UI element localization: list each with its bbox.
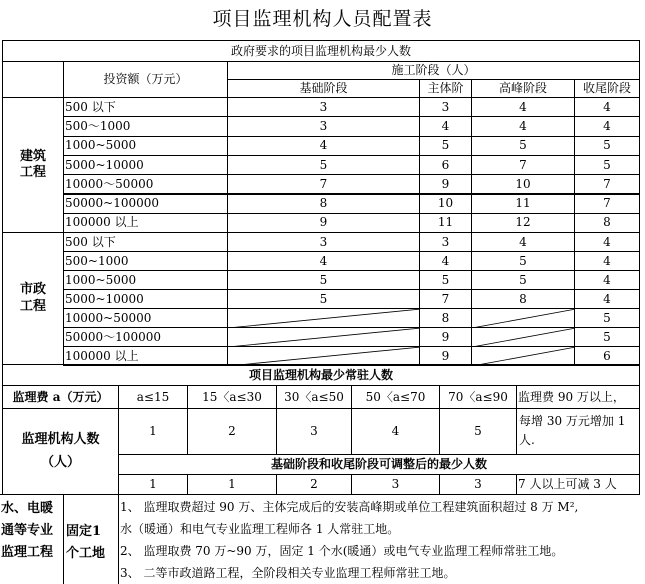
adjusted-note: 7 人以上可减 3 人	[516, 474, 640, 495]
specialty-engineer-label	[0, 494, 64, 584]
building-value-foundation: 7	[227, 174, 420, 194]
building-value-final: 7	[574, 174, 640, 194]
staff-count-1: 1	[118, 408, 188, 455]
building-value-foundation: 5	[227, 155, 420, 175]
municipal-value-main: 7	[419, 289, 472, 309]
staff-label	[2, 408, 119, 495]
municipal-value-main: 9	[419, 327, 472, 347]
fee-range-4: 50〈a≤70	[351, 385, 440, 409]
building-value-foundation: 4	[227, 136, 420, 156]
municipal-value-final: 4	[574, 232, 640, 252]
municipal-value-foundation	[227, 346, 420, 366]
note-1: 1、 监理取费超过 90 万、主体完成后的安装高峰期或单位工程建筑面积超过 8 万 M²,	[120, 500, 579, 514]
diagonal-strike	[228, 309, 420, 328]
staff-count-2: 2	[187, 408, 277, 455]
building-value-final: 8	[574, 213, 640, 233]
building-value-peak: 11	[471, 194, 575, 214]
building-value-final: 5	[574, 155, 640, 175]
staff-note: 每增 30 万元增加 1 人.	[516, 408, 640, 455]
building-category-label	[2, 97, 64, 233]
building-value-main: 10	[419, 194, 472, 214]
stage-header-peak: 高峰阶段	[471, 79, 575, 98]
staff-count-5: 5	[439, 408, 517, 455]
diagonal-strike	[472, 309, 575, 328]
municipal-value-final: 5	[574, 327, 640, 347]
building-range-cell: 100000 以上	[63, 213, 228, 233]
municipal-value-final: 4	[574, 270, 640, 290]
municipal-value-final: 6	[574, 346, 640, 366]
stage-header-foundation: 基础阶段	[227, 79, 420, 98]
note-1-cont: 水（暖通）和电气专业监理工程师各 1 人常驻工地。	[120, 522, 400, 536]
fee-range-5: 70〈a≤90	[439, 385, 517, 409]
building-range-cell: 5000~10000	[63, 155, 228, 175]
municipal-value-main: 9	[419, 346, 472, 366]
building-value-peak: 4	[471, 116, 575, 136]
stage-header-main: 主体阶	[419, 79, 472, 98]
building-value-main: 6	[419, 155, 472, 175]
municipal-value-foundation	[227, 308, 420, 328]
building-value-peak: 7	[471, 155, 575, 175]
adjusted-count-4: 3	[351, 474, 440, 495]
municipal-value-foundation: 5	[227, 289, 420, 309]
building-value-final: 4	[574, 97, 640, 117]
municipal-value-peak: 5	[471, 270, 575, 290]
fee-range-2: 15〈a≤30	[187, 385, 277, 409]
diagonal-strike	[228, 328, 420, 347]
building-range-cell: 10000～50000	[63, 174, 228, 194]
corner-empty-cell	[2, 61, 64, 98]
building-range-cell: 500 以下	[63, 97, 228, 117]
adjusted-heading: 基础阶段和收尾阶段可调整后的最少人数	[118, 454, 640, 475]
fee-note: 监理费 90 万以上，	[516, 385, 640, 409]
fixed-site-label	[63, 494, 119, 584]
municipal-value-main: 8	[419, 308, 472, 328]
municipal-value-peak	[471, 308, 575, 328]
municipal-value-main: 4	[419, 251, 472, 271]
building-value-peak: 5	[471, 136, 575, 156]
municipal-value-foundation	[227, 327, 420, 347]
investment-header: 投资额（万元）	[63, 61, 228, 98]
municipal-range-cell: 500~1000	[63, 251, 228, 271]
building-value-final: 5	[574, 136, 640, 156]
diagonal-strike	[472, 328, 575, 347]
building-value-main: 9	[419, 174, 472, 194]
adjusted-count-3: 2	[276, 474, 352, 495]
municipal-value-final: 5	[574, 308, 640, 328]
building-value-peak: 10	[471, 174, 575, 194]
municipal-category-text: 市政工程	[19, 282, 46, 314]
building-value-foundation: 3	[227, 97, 420, 117]
municipal-value-foundation: 4	[227, 251, 420, 271]
fixed-site-text: 固定1 个工地	[66, 524, 106, 561]
adjusted-count-2: 1	[187, 474, 277, 495]
municipal-category-label	[2, 232, 64, 365]
building-value-main: 11	[419, 213, 472, 233]
building-value-foundation: 3	[227, 116, 420, 136]
municipal-value-peak: 5	[471, 251, 575, 271]
notes-block	[118, 495, 645, 584]
municipal-value-foundation: 5	[227, 270, 420, 290]
municipal-value-foundation: 3	[227, 232, 420, 252]
municipal-range-cell: 50000～100000	[63, 327, 228, 347]
building-range-cell: 50000~100000	[63, 194, 228, 214]
fee-range-1: a≤15	[118, 385, 188, 409]
municipal-value-peak: 8	[471, 289, 575, 309]
building-category-text: 建筑工程	[19, 148, 46, 180]
building-value-foundation: 9	[227, 213, 420, 233]
municipal-range-cell: 5000~10000	[63, 289, 228, 309]
building-value-main: 5	[419, 136, 472, 156]
building-value-final: 4	[574, 116, 640, 136]
note-3: 3、 二等市政道路工程，全阶段相关专业监理工程师常驻工地。	[120, 566, 456, 580]
building-value-peak: 4	[471, 97, 575, 117]
municipal-range-cell: 1000~5000	[63, 270, 228, 290]
adjusted-count-5: 3	[439, 474, 517, 495]
building-value-foundation: 8	[227, 194, 420, 214]
building-range-cell: 1000~5000	[63, 136, 228, 156]
municipal-value-final: 4	[574, 251, 640, 271]
staff-count-3: 3	[276, 408, 352, 455]
fee-range-3: 30〈a≤50	[276, 385, 352, 409]
municipal-value-main: 5	[419, 270, 472, 290]
building-range-cell: 500～1000	[63, 116, 228, 136]
building-value-main: 4	[419, 116, 472, 136]
stage-header-final: 收尾阶段	[574, 79, 640, 98]
specialty-engineer-text: 水、电暖通等专业监理工程	[1, 501, 54, 560]
page-title: 项目监理机构人员配置表	[212, 8, 433, 30]
section2-heading: 项目监理机构最少常驻人数	[2, 364, 640, 386]
building-value-final: 7	[574, 194, 640, 214]
building-value-main: 3	[419, 97, 472, 117]
municipal-value-final: 4	[574, 289, 640, 309]
building-value-peak: 12	[471, 213, 575, 233]
municipal-range-cell: 10000~50000	[63, 308, 228, 328]
municipal-value-peak	[471, 327, 575, 347]
staff-count-4: 4	[351, 408, 440, 455]
adjusted-count-1: 1	[118, 474, 188, 495]
section1-heading: 政府要求的项目监理机构最少人数	[2, 40, 640, 62]
municipal-range-cell: 500 以下	[63, 232, 228, 252]
municipal-range-cell: 100000 以上	[63, 346, 228, 366]
municipal-value-peak: 4	[471, 232, 575, 252]
fee-label: 监理费 a（万元）	[2, 385, 119, 409]
staff-label-text: 监理机构人数（人）	[21, 432, 100, 470]
construction-stage-header: 施工阶段（人）	[227, 61, 640, 80]
municipal-value-main: 3	[419, 232, 472, 252]
municipal-value-peak	[471, 346, 575, 366]
note-2: 2、 监理取费 70 万~90 万，固定 1 个水(暖通）或电气专业监理工程师常驻工地。	[120, 544, 564, 558]
